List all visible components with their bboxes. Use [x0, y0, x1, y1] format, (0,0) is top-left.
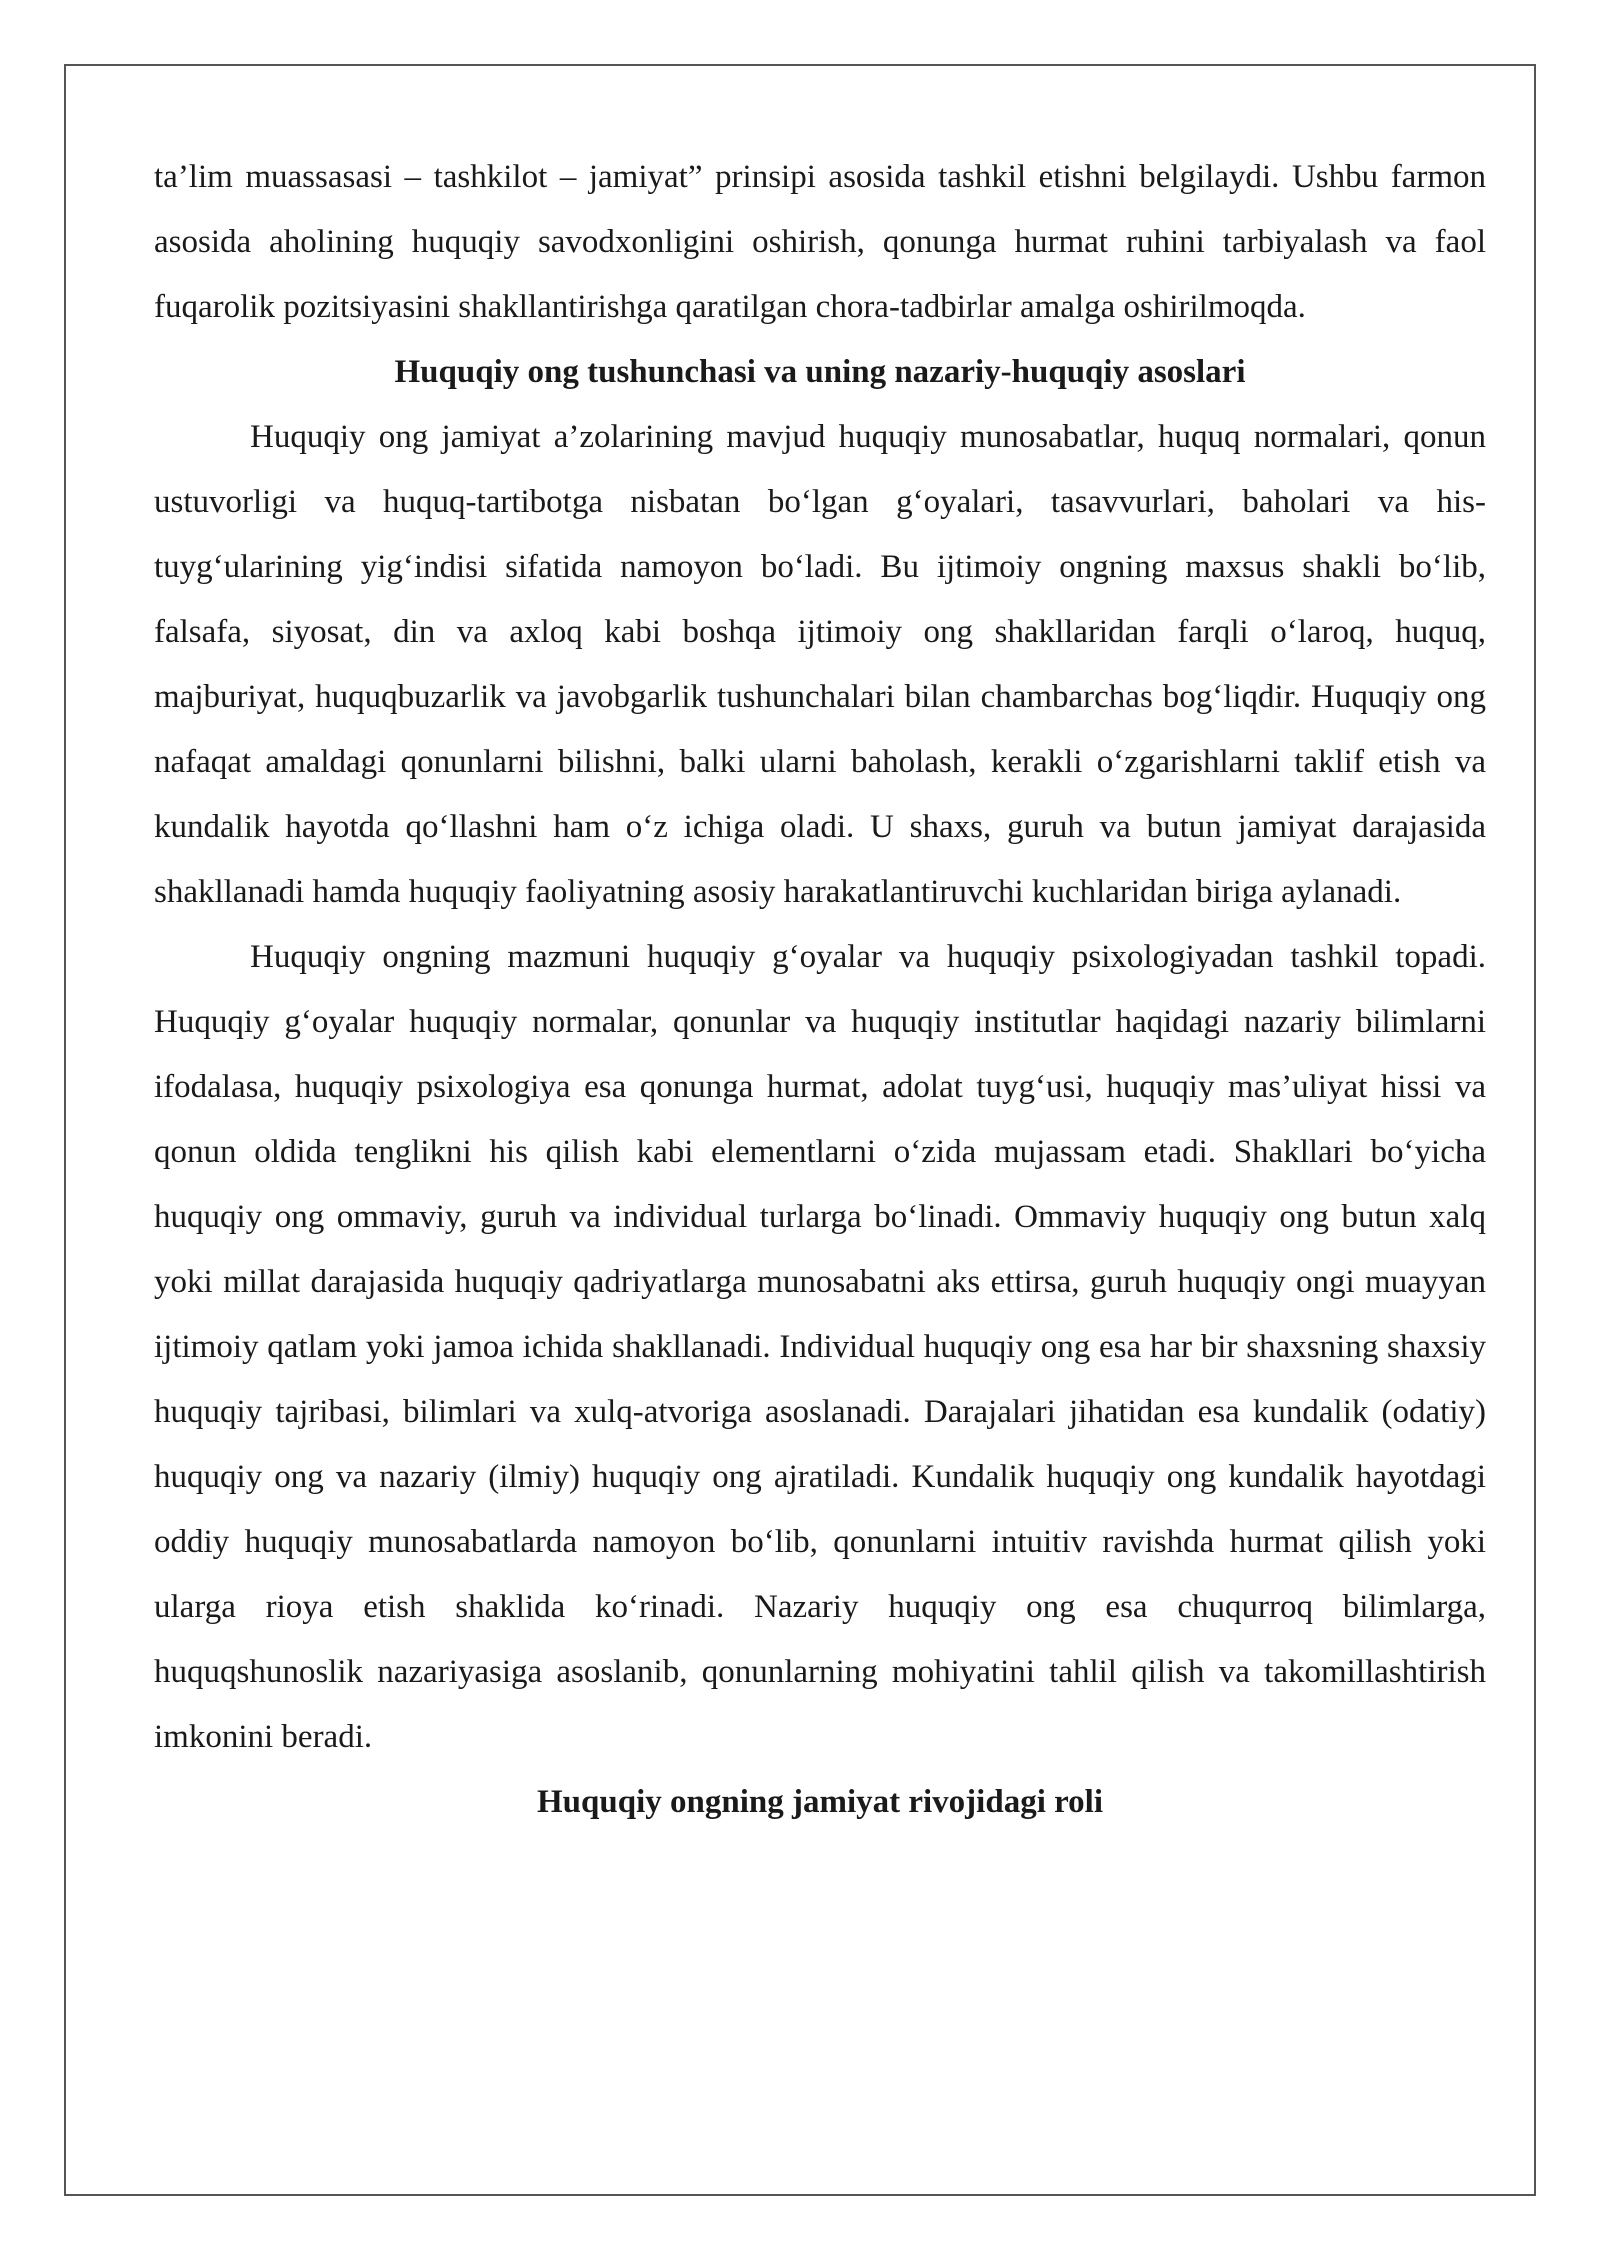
section-heading-legal-consciousness: Huquqiy ong tushunchasi va uning nazariy-huquqiy asoslari [394, 354, 1246, 390]
document-body [154, 145, 1486, 1835]
section-heading-role-in-society: Huquqiy ongning jamiyat rivojidagi roli [537, 1784, 1103, 1820]
paragraph-continued: ta’lim muassasasi – tashkilot – jamiyat” prinsipi asosida tashkil etishni belgilaydi. Ushbu farmon asosida aholining huquqiy savodxonligini oshirish, qonunga hurmat ruhini tarbiyalash va faol fuqarolik pozitsiyasini shakllantirishga qaratilgan chora-tadbirlar amalga oshirilmoqda. [154, 159, 1486, 325]
paragraph-definition: Huquqiy ong jamiyat a’zolarining mavjud huquqiy munosabatlar, huquq normalari, qonun ustuvorligi va huquq-tartibotga nisbatan boʻlgan gʻoyalari, tasavvurlari, baholari va his-tuygʻularining yigʻindisi sifatida namoyon boʻladi. Bu ijtimoiy ongning maxsus shakli boʻlib, falsafa, siyosat, din va axloq kabi boshqa ijtimoiy ong shakllaridan farqli oʻlaroq, huquq, majburiyat, huquqbuzarlik va javobgarlik tushunchalari bilan chambarchas bogʻliqdir. Huquqiy ong nafaqat amaldagi qonunlarni bilishni, balki ularni baholash, kerakli oʻzgarishlarni taklif etish va kundalik hayotda qoʻllashni ham oʻz ichiga oladi. U shaxs, guruh va butun jamiyat darajasida shakllanadi hamda huquqiy faoliyatning asosiy harakatlantiruvchi kuchlaridan biriga aylanadi. [154, 419, 1486, 910]
paragraph-content-forms: Huquqiy ongning mazmuni huquqiy gʻoyalar va huquqiy psixologiyadan tashkil topadi. Huquqiy gʻoyalar huquqiy normalar, qonunlar va huquqiy institutlar haqidagi nazariy bilimlarni ifodalasa, huquqiy psixologiya esa qonunga hurmat, adolat tuygʻusi, huquqiy mas’uliyat hissi va qonun oldida tenglikni his qilish kabi elementlarni oʻzida mujassam etadi. Shakllari boʻyicha huquqiy ong ommaviy, guruh va individual turlarga boʻlinadi. Ommaviy huquqiy ong butun xalq yoki millat darajasida huquqiy qadriyatlarga munosabatni aks ettirsa, guruh huquqiy ongi muayyan ijtimoiy qatlam yoki jamoa ichida shakllanadi. Individual huquqiy ong esa har bir shaxsning shaxsiy huquqiy tajribasi, bilimlari va xulq-atvoriga asoslanadi. Darajalari jihatidan esa kundalik (odatiy) huquqiy ong va nazariy (ilmiy) huquqiy ong ajratiladi. Kundalik huquqiy ong kundalik hayotdagi oddiy huquqiy munosabatlarda namoyon boʻlib, qonunlarni intuitiv ravishda hurmat qilish yoki ularga rioya etish shaklida koʻrinadi. Nazariy huquqiy ong esa chuqurroq bilimlarga, huquqshunoslik nazariyasiga asoslanib, qonunlarning mohiyatini tahlil qilish va takomillashtirish imkonini beradi. [154, 939, 1486, 1755]
